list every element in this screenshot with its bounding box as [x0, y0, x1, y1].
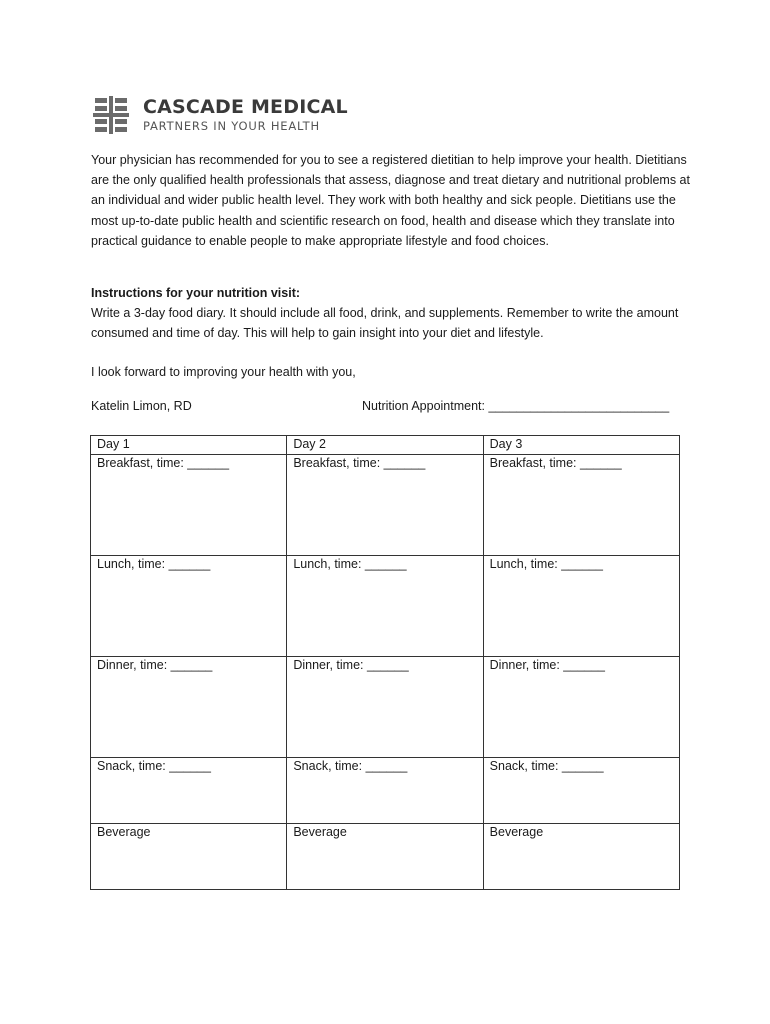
- breakfast-cell[interactable]: Breakfast, time: ______: [91, 455, 287, 556]
- lunch-cell[interactable]: Lunch, time: ______: [91, 556, 287, 657]
- snack-row: [91, 758, 680, 824]
- beverage-row: [91, 824, 680, 890]
- signer-name: Katelin Limon, RD: [91, 399, 192, 413]
- dinner-cell[interactable]: Dinner, time: ______: [483, 657, 679, 758]
- closing-line: I look forward to improving your health with you,: [91, 365, 356, 379]
- dinner-cell[interactable]: Dinner, time: ______: [91, 657, 287, 758]
- dinner-row: [91, 657, 680, 758]
- beverage-cell[interactable]: Beverage: [91, 824, 287, 890]
- logo-name: CASCADE MEDICAL: [143, 96, 348, 118]
- instructions-text: Write a 3-day food diary. It should include all food, drink, and supplements. Remember to write the amount consumed and time of day. This will help to gain insight into your diet and lifestyle.: [91, 306, 679, 341]
- day-header: Day 3: [483, 436, 679, 455]
- food-diary-table: [90, 435, 680, 890]
- breakfast-cell[interactable]: Breakfast, time: ______: [287, 455, 483, 556]
- appointment-line: Nutrition Appointment: __________________________: [362, 399, 670, 413]
- instructions-heading: Instructions for your nutrition visit:: [91, 286, 301, 300]
- dinner-cell[interactable]: Dinner, time: ______: [287, 657, 483, 758]
- snack-cell[interactable]: Snack, time: ______: [287, 758, 483, 824]
- snack-cell[interactable]: Snack, time: ______: [483, 758, 679, 824]
- day-header: Day 1: [91, 436, 287, 455]
- intro-paragraph: Your physician has recommended for you to see a registered dietitian to help improve your health. Dietitians are the only qualified health professionals that assess, diagnose and treat dietary and nutritional problems at an individual and wider public health level. They work with both healthy and sick people. Dietitians use the most up-to-date public health and scientific research on food, health and disease which they translate into practical guidance to enable people to make appropriate lifestyle and food choices.: [91, 153, 690, 248]
- snack-cell[interactable]: Snack, time: ______: [91, 758, 287, 824]
- cross-grid-icon: [93, 96, 129, 134]
- lunch-cell[interactable]: Lunch, time: ______: [287, 556, 483, 657]
- logo: [93, 95, 348, 135]
- logo-tagline: PARTNERS IN YOUR HEALTH: [143, 119, 320, 133]
- breakfast-cell[interactable]: Breakfast, time: ______: [483, 455, 679, 556]
- beverage-cell[interactable]: Beverage: [483, 824, 679, 890]
- lunch-row: [91, 556, 680, 657]
- lunch-cell[interactable]: Lunch, time: ______: [483, 556, 679, 657]
- breakfast-row: [91, 455, 680, 556]
- beverage-cell[interactable]: Beverage: [287, 824, 483, 890]
- day-header: Day 2: [287, 436, 483, 455]
- day-header-row: [91, 436, 680, 455]
